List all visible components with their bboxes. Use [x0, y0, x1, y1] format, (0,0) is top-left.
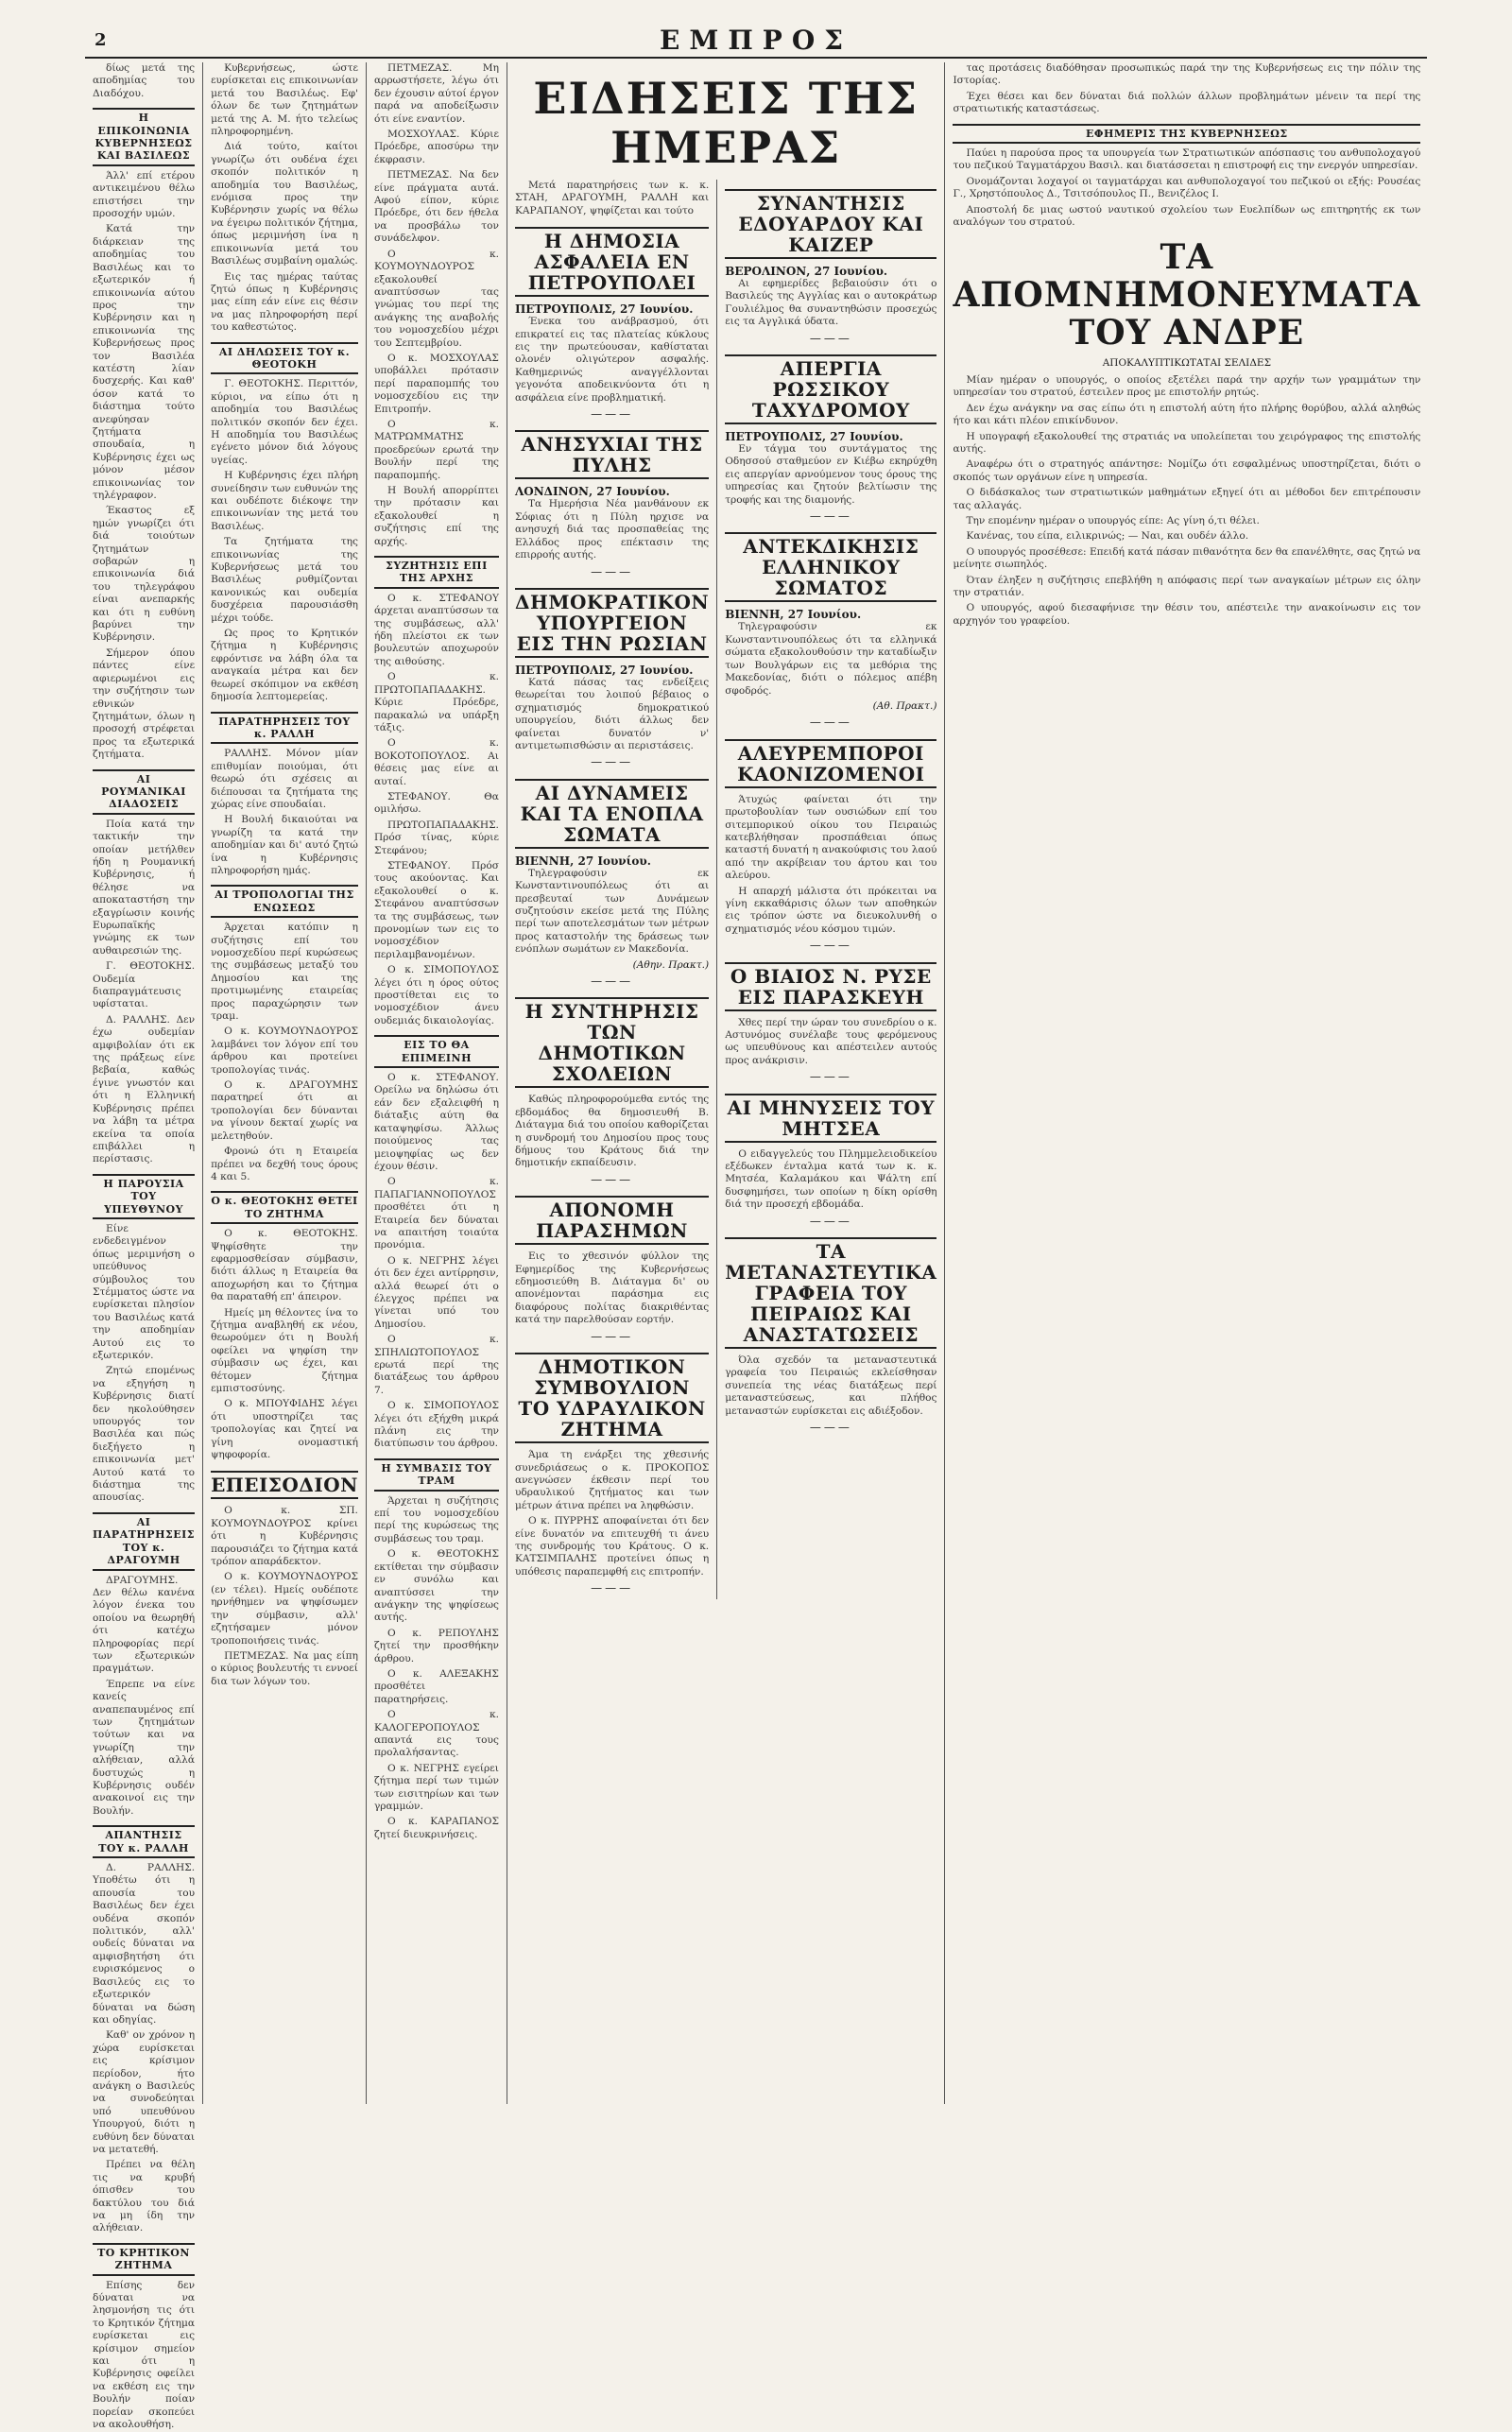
section-heading: Ο κ. ΘΕΟΤΟΚΗΣ ΘΕΤΕΙ ΤΟ ΖΗΤΗΜΑ: [211, 1191, 358, 1224]
news-heading: ΤΑ ΜΕΤΑΝΑΣΤΕΥΤΙΚΑ ΓΡΑΦΕΙΑ ΤΟΥ ΠΕΙΡΑΙΩΣ ΚΑΙ ΑΝΑΣΤΑΤΩΣΕΙΣ: [725, 1237, 936, 1349]
article-paragraph: Έπρεπε να είνε κανείς αναπεπαυμένος επί των ζητημάτων τούτων και να γνωρίζη την αλήθειαν, αλλά δυστυχώς η Κυβέρνησις ουδέν ανακοινοί εις την Βουλήν.: [93, 1678, 196, 1817]
news-heading: Η ΣΥΝΤΗΡΗΣΙΣ ΤΩΝ ΔΗΜΟΤΙΚΩΝ ΣΧΟΛΕΙΩΝ: [515, 997, 709, 1088]
article-paragraph: Ο υπουργός προσέθεσε: Επειδή κατά πάσαν πιθανότητα δεν θα επανέλθητε, σας ζητώ να μείνητε σιωπηλός.: [953, 545, 1421, 571]
section-divider: ———: [591, 1172, 634, 1186]
article-paragraph: Η Βουλή δικαιούται να γνωρίζη τα κατά την αποδημίαν και δι' αυτό ζητώ ίνα η Κυβέρνησις πληροφορήση ημάς.: [211, 814, 358, 876]
article-paragraph: Άρχεται κατόπιν η συζήτησις επί του νομοσχεδίου περί κυρώσεως της συμβάσεως μεταξύ του Δημοσίου και της προτιμωμένης εταιρείας προς παραχώρησιν των τραμ.: [211, 922, 358, 1023]
article-paragraph: ΣΤΕΦΑΝΟΥ. Πρόσ τους ακούοντας. Και εξακολουθεί ο κ. Στεφάνου αναπτύσσων τα της συμβάσεως, των προνομίων των εις το νομοσχέδιον περιλαμβανομένων.: [373, 859, 499, 960]
article-paragraph: Αποστολή δε μιας ωστού ναυτικού σχολείου των Ευελπίδων ως επιτηρητής εκ των αναλόγων του στρατού.: [953, 203, 1421, 229]
article-paragraph: Την επομένην ημέραν ο υπουργός είπε: Ας γίνη ό,τι θέλει.: [966, 514, 1260, 526]
article-paragraph: Έχει θέσει και δεν δύναται διά πολλών άλλων προβλημάτων μένειν τα περί της στρατιωτικής καταστάσεως.: [953, 90, 1421, 115]
section-heading: Η ΣΥΜΒΑΣΙΣ ΤΟΥ ΤΡΑΜ: [374, 1458, 499, 1492]
article-paragraph: Άρχεται η συζήτησις επί του νομοσχεδίου περί της κυρώσεως της συμβάσεως του τραμ.: [373, 1494, 499, 1544]
article-paragraph: Ο κ. ΚΟΥΜΟΥΝΔΟΥΡΟΣ λαμβάνει τον λόγον επί του άρθρου και προτείνει τροπολογίας τινάς.: [211, 1026, 358, 1076]
section-divider: ———: [591, 407, 634, 422]
news-dateline: ΛΟΝΔΙΝΟΝ, 27 Ιουνίου.: [514, 485, 670, 499]
news-right-column: [717, 180, 944, 1599]
article-paragraph: Σήμερον όπου πάντες είνε αφιερωμένοι εις την συζήτησιν των εθνικών ζητημάτων, όλων η προσοχή στρέφεται προς τα εξωτερικά ζητήματα.: [93, 647, 196, 761]
section-heading: ΑΠΑΝΤΗΣΙΣ ΤΟΥ κ. ΡΑΛΛΗ: [93, 1825, 195, 1858]
article-paragraph: Διά τούτο, καίτοι γνωρίζω ότι ουδένα έχει σκοπόν πολιτικόν η αποδημία του Βασιλέως, ενόμισα προς την Κυβέρνησιν χωρίς να θέλω να έγειρω πολιτικόν ζήτημα, όπως μεριμνήση ίνα η επικοινωνία μετά του Βασιλέως συμβαίνη ομαλώς.: [211, 141, 358, 267]
banner-lead: Μετά παρατηρήσεις των κ. κ. ΣΤΑΗ, ΔΡΑΓΟΥΜΗ, ΡΑΛΛΗ και ΚΑΡΑΠΑΝΟΥ, ψηφίζεται και τούτο: [514, 180, 710, 216]
section-subheading: ΑΠΟΚΑΛΥΠΤΙΚΩΤΑΤΑΙ ΣΕΛΙΔΕΣ: [1102, 357, 1271, 370]
article-paragraph: ΠΕΤΜΕΖΑΣ. Μη αρρωστήσετε, λέγω ότι δεν έχουσιν αύτοί έργον παρά να αποδείξωσιν ότι είνε εναντίον.: [373, 62, 499, 125]
article-paragraph: Αναφέρω ότι ο στρατηγός απάντησε: Νομίζω ότι εσφαλμένως υποστηρίζεται, διότι ο σκοπός των οργάνων είνε η υπηρεσία.: [953, 458, 1421, 483]
section-heading: Η ΠΑΡΟΥΣΙΑ ΤΟΥ ΥΠΕΥΘΥΝΟΥ: [93, 1174, 195, 1219]
article-paragraph: Έκαστος εξ ημών γνωρίζει ότι διά τοιούτων ζητημάτων σοβαρών η επικοινωνία διά του τηλεγράφου είναι ανεπαρκής και ότι η ευθύνη βαρύνει την Κυβέρνησιν.: [93, 505, 196, 644]
section-divider: ———: [809, 939, 852, 953]
section-heading: ΕΠΕΙΣΟΔΙΟΝ: [211, 1471, 358, 1499]
page-columns: [85, 62, 1427, 2431]
news-body: Αι εφημερίδες βεβαιούσιν ότι ο Βασιλεύς της Αγγλίας και ο αυτοκράτωρ Γουλιέλμος θα συναντηθώσιν προσεχώς εις τα Αγγλικά ύδατα.: [725, 278, 937, 328]
article-paragraph: Δεν έχω ανάγκην να σας είπω ότι η επιστολή αύτη ήτο πλήρης θορύβου, αλλά αληθώς ήτο και κάτι πλέον επικίνδυνον.: [953, 402, 1421, 427]
news-body: Ο ειδαγγελεύς του Πλημμελειοδικείου εξέδωκεν ένταλμα κατά των κ. κ. Μητσέα, Καλαμάκου και Ψάλτη επί δυσφημήσει, των οποίων η δίκη ορίσθη διά την προσεχή εβδομάδα.: [725, 1147, 937, 1211]
article-paragraph: Εις τας ημέρας ταύτας ζητώ όπως η Κυβέρνησις μας είπη εάν είνε εις θέσιν να μας πληροφορήση περί του καθεστώτος.: [211, 270, 358, 334]
article-paragraph: Κατά την διάρκειαν της αποδημίας του Βασιλέως και το εξωτερικόν ή επικοινωνία αύτου προς την Κυβέρνησιν και η επικοινωνία της Κυβερνήσεως προς τον Βασιλέα κατέστη λίαν δυσχερής. Και καθ' όσον κατά το διάστημα τούτο ανεφύησαν ζητήματα σπουδαία, η Κυβέρνησις έχει ως μόνον μέσον επικοινωνίας τον τηλέγραφον.: [93, 223, 196, 501]
article-paragraph: Άλλ' επί ετέρου αντικειμένου θέλω επιστήσει την προσοχήν υμών.: [93, 169, 196, 220]
section-divider: ———: [591, 755, 634, 769]
article-paragraph: Μίαν ημέραν ο υπουργός, ο οποίος εξετέλει παρά την αρχήν των γραμμάτων την υπηρεσίαν του στρατού, έστειλεν προς με επιστολήν ρητώς.: [953, 373, 1421, 399]
section-divider: ———: [809, 331, 852, 345]
article-paragraph: Κυβερνήσεως, ώστε ευρίσκεται εις επικοινωνίαν μετά του Βασιλέως. Εφ' όλων δε των ζητημάτων μετά της Α. Μ. ήτο τελείως πληροφορημένη.: [211, 62, 358, 138]
section-heading: ΣΥΖΗΤΗΣΙΣ ΕΠΙ ΤΗΣ ΑΡΧΗΣ: [374, 556, 499, 589]
article-paragraph: Ο κ. ΣΠ. ΚΟΥΜΟΥΝΔΟΥΡΟΣ κρίνει ότι η Κυβέρνησις παρουσιάζει το ζήτημα κατά τρόπον απαράδεκτον.: [211, 1505, 358, 1568]
news-body: Χθες περί την ώραν του συνεδρίου ο κ. Αστυνόμος συνέλαβε τους φερόμενους ως υπευθύνους και απέστειλεν αυτούς προς ανάκρισιν.: [725, 1016, 937, 1066]
article-paragraph: Ο κ. ΣΙΜΟΠΟΥΛΟΣ λέγει ότι εξήχθη μικρά πλάνη εις την διατύπωσιν του άρθρου.: [373, 1400, 499, 1450]
section-divider: ———: [591, 1581, 634, 1595]
news-body-extra: Η απαρχή μάλιστα ότι πρόκειται να γίνη εκκαθάρισις όλων των αποθηκών εις τρόπον ώστε να διευκολυνθή ο σχηματισμός νέου κόσμου τιμών.: [725, 885, 937, 935]
article-paragraph: Γ. ΘΕΟΤΟΚΗΣ. Περιττόν, κύριοι, να είπω ότι η αποδημία του Βασιλέως πολιτικόν σκοπόν δεν έχει. Η αποδημία του Βασιλέως εγένετο μόνον διά λόγους υγείας.: [211, 378, 358, 466]
news-body: Καθώς πληροφορούμεθα εντός της εβδομάδος θα δημοσιευθή Β. Διάταγμα διά του οποίου καθορίζεται η συνδρομή του Δημοσίου προς τους δήμους του Κράτους διά την δημοτικήν εκπαίδευσιν.: [514, 1094, 710, 1169]
article-paragraph: Ο κ. ΜΠΟΥΦΙΔΗΣ λέγει ότι υποστηρίζει τας τροπολογίας και ζητεί να γίνη ονομαστική ψηφοφορία.: [211, 1398, 358, 1461]
news-heading: ΑΠΕΡΓΙΑ ΡΩΣΣΙΚΟΥ ΤΑΧΥΔΡΟΜΟΥ: [725, 354, 936, 424]
article-paragraph: Ο κ. ΘΕΟΤΟΚΗΣ εκτίθεται την σύμβασιν εν συνόλω και αναπτύσσει την ανάγκην της ψηφίσεως αυτής.: [373, 1548, 499, 1624]
article-paragraph: Πρέπει να θέλη τις να κρυβή όπισθεν του δακτύλου του διά να μη ίδη την αλήθειαν.: [93, 2159, 196, 2234]
article-paragraph: Ο κ. ΝΕΓΡΗΣ λέγει ότι δεν έχει αντίρρησιν, αλλά θεωρεί ότι ο έλεγχος πρέπει να γίνεται υπό του Δημοσίου.: [373, 1254, 499, 1330]
article-paragraph: Τα ζητήματα της επικοινωνίας της Κυβερνήσεως μετά του Βασιλέως ρυθμίζονται κανονικώς και ουδεμία δυσχέρεια παρουσιάσθη μέχρι τούδε.: [211, 536, 358, 624]
article-paragraph: Ως προς το Κρητικόν ζήτημα η Κυβέρνησις εφρόντισε να λάβη όλα τα αναγκαία μέτρα και δεν θεωρεί σκόπιμον να εκθέση δημοσία λεπτομερείας.: [211, 628, 358, 703]
news-heading: Η ΔΗΜΟΣΙΑ ΑΣΦΑΛΕΙΑ ΕΝ ΠΕΤΡΟΥΠΟΛΕΙ: [515, 227, 709, 297]
article-paragraph: Γ. ΘΕΟΤΟΚΗΣ. Ουδεμία διαπραγμάτευσις υφίσταται.: [93, 960, 196, 1010]
section-divider: ———: [809, 716, 852, 730]
article-paragraph: Ο κ. ΠΡΩΤΟΠΑΠΑΔΑΚΗΣ. Κύριε Πρόεδρε, παρακαλώ να υπάρξη τάξις.: [373, 671, 499, 733]
news-source: (Αθ. Πρακτ.): [872, 699, 937, 712]
news-heading: ΑΝΗΣΥΧΙΑΙ ΤΗΣ ΠΥΛΗΣ: [515, 430, 709, 479]
article-paragraph: Η υπογραφή εξακολουθεί της στρατιάς να υπολείπεται του χειρόγραφος της επιστολής αυτής.: [953, 430, 1421, 455]
news-body: Εν τάγμα του συντάγματος της Οδησσού σταθμεύον εν Κιέβω εκηρύχθη εις απεργίαν αρνούμενον τους όρους της υπηρεσίας και ζητούν βελτίωσιν της τροφής και της διαμονής.: [725, 443, 937, 506]
news-heading: ΔΗΜΟΚΡΑΤΙΚΟΝ ΥΠΟΥΡΓΕΙΟΝ ΕΙΣ ΤΗΝ ΡΩΣΙΑΝ: [515, 588, 709, 658]
article-paragraph: Ποία κατά την τακτικήν την οποίαν μετήλθεν ήδη η Ρουμανική Κυβέρνησις, ή θέλησε να αποκαταστήση την εξαγρίωσιν κοινής Ευρωπαϊκής γνώμης εκ των αυθαιρεσιών της.: [93, 818, 196, 957]
section-heading: ΠΑΡΑΤΗΡΗΣΕΙΣ ΤΟΥ κ. ΡΑΛΛΗ: [211, 712, 358, 745]
article-paragraph: Ο κ. ΜΟΣΧΟΥΛΑΣ υποβάλλει πρότασιν περί παραπομπής του νομοσχεδίου εις την Επιτροπήν.: [373, 352, 499, 415]
news-heading: ΣΥΝΑΝΤΗΣΙΣ ΕΔΟΥΑΡΔΟΥ ΚΑΙ ΚΑΙΖΕΡ: [725, 189, 936, 259]
article-paragraph: Ο υπουργός, αφού διεσαφήνισε την θέσιν του, απέστειλε την ανακοίνωσιν εις τον αρχηγόν του γραφείου.: [953, 602, 1421, 627]
article-paragraph: Ο κ. ΑΛΕΞΑΚΗΣ προσθέτει παρατηρήσεις.: [373, 1667, 499, 1705]
article-paragraph: δίως μετά της αποδημίας του Διαδόχου.: [93, 62, 196, 99]
article-paragraph: Η Βουλή απορρίπτει την πρότασιν και εξακολουθεί η συζήτησις επί της αρχής.: [373, 485, 499, 547]
column-3: [367, 62, 507, 2104]
news-dateline: ΒΙΕΝΝΗ, 27 Ιουνίου.: [725, 608, 862, 622]
article-paragraph: Ονομάζονται λοχαγοί οι ταγματάρχαι και ανθυπολοχαγοί του πεζικού οι εξής: Ρουσέας Γ., Χρηστόπουλος Δ., Τσιτσόπουλος Π., Βενιζέλος Ι.: [953, 175, 1421, 200]
section-divider: ———: [591, 564, 634, 578]
article-paragraph: Ο κ. ΚΑΡΑΠΑΝΟΣ ζητεί διευκρινήσεις.: [373, 1816, 499, 1840]
article-paragraph: Ημείς μη θέλοντες ίνα το ζήτημα αναβληθή εκ νέου, θεωρούμεν ότι η Βουλή οφείλει να ψηφίση την σύμβασιν ως έχει, και θέτομεν ζήτημα εμπιστοσύνης.: [211, 1306, 358, 1394]
news-source: (Αθην. Πρακτ.): [632, 958, 710, 971]
news-body: Όλα σχεδόν τα μεταναστευτικά γραφεία του Πειραιώς εκλείσθησαν συνεπεία της νέας διατάξεως περί μεταναστεύσεως, και πλήθος μεταναστών ευρίσκεται εις αδιέξοδον.: [725, 1354, 937, 1417]
article-paragraph: Φρονώ ότι η Εταιρεία πρέπει να δεχθή τους όρους 4 και 5.: [211, 1146, 358, 1182]
news-body: Ένεκα του ανάβρασμού, ότι επικρατεί εις τας πλατείας κύκλους εις την πρωτεύουσαν, καθίσταται ολονέν ολιγώτερον ασφαλής. Καθημερινώς αναγγέλλονται γεγονότα αποδεικνύοντα ότι η ασφάλεια είνε προβληματική.: [514, 316, 710, 404]
masthead: [85, 25, 1427, 59]
section-heading: ΑΙ ΡΟΥΜΑΝΙΚΑΙ ΔΙΑΔΟΣΕΙΣ: [93, 769, 195, 815]
article-paragraph: Ο κ. ΚΑΛΟΓΕΡΟΠΟΥΛΟΣ απαντά εις τους προλαλήσαντας.: [373, 1709, 499, 1759]
news-body: Κατά πάσας τας ενδείξεις θεωρείται του λοιπού βέβαιος ο σχηματισμός δημοκρατικού υπουργείου, διότι άλλως δεν φαίνεται δυνατόν ν' αντιμετωπισθώσιν αι περιστάσεις.: [514, 676, 710, 751]
article-paragraph: Καθ' ον χρόνον η χώρα ευρίσκεται εις κρίσιμον περίοδον, ήτο ανάγκη ο Βασιλεύς να συνοδεύηται υπό υπευθύνου Υπουργού, διότι η ευθύνη δεν δύναται να μετατεθή.: [93, 2029, 196, 2155]
section-heading: ΤΑ ΑΠΟΜΝΗΜΟΝΕΥΜΑΤΑ ΤΟΥ ΑΝΔΡΕ: [953, 237, 1421, 354]
section-heading: ΕΙΣ ΤΟ ΘΑ ΕΠΙΜΕΙΝΗ: [374, 1035, 499, 1068]
article-paragraph: Είνε ενδεδειγμένον όπως μεριμνήση ο υπεύθυνος σύμβουλος του Στέμματος ώστε να ευρίσκεται πλησίον του Βασιλέως κατά την αποδημίαν Αυτού εις το εξωτερικόν.: [93, 1222, 196, 1361]
article-paragraph: ΣΤΕΦΑΝΟΥ. Θα ομιλήσω.: [373, 790, 499, 816]
news-body-extra: Ο κ. ΠΥΡΡΗΣ αποφαίνεται ότι δεν είνε δυνατόν να επιτευχθή τι άνευ της συνδρομής του Κράτους. Ο κ. ΚΑΤΣΙΜΠΑΛΗΣ προτείνει όπως η υπόθεσις παραπεμφθή εις επιτροπήν.: [514, 1515, 710, 1578]
section-heading: ΤΟ ΚΡΗΤΙΚΟΝ ΖΗΤΗΜΑ: [93, 2243, 195, 2276]
news-body: Άτυχώς φαίνεται ότι την πρωτοβουλίαν των ουσιώδων επί του σιτεμπορικού οίκου του Πειραιώς κατεβλήθησαν προσπάθειαι όπως καταστή δυνατή η ανακούφισις του λαού από την ακρίβειαν του άρτου και του αλεύρου.: [725, 793, 937, 882]
article-paragraph: Ο διδάσκαλος των στρατιωτικών μαθημάτων εξηγεί ότι αι μέθοδοι δεν επιτρέπουσιν τας αλλαγάς.: [953, 487, 1421, 511]
article-paragraph: Παύει η παρούσα προς τα υπουργεία των Στρατιωτικών απόσπασις του ανθυπολοχαγού του πεζικού Ταγματάρχου Βασιλ. και διατάσσεται η επιστροφή εις την ενεργόν υπηρεσίαν.: [953, 147, 1421, 172]
article-paragraph: τας προτάσεις διαδόθησαν προσωπικώς παρά την της Κυβερνήσεως εις την πόλιν της Ιστορίας.: [953, 62, 1421, 87]
section-heading: ΑΙ ΠΑΡΑΤΗΡΗΣΕΙΣ ΤΟΥ κ. ΔΡΑΓΟΥΜΗ: [93, 1512, 195, 1571]
news-banner-title: ΕΙΔΗΣΕΙΣ ΤΗΣ ΗΜΕΡΑΣ: [533, 73, 919, 173]
column-news: [507, 62, 946, 2104]
news-heading: ΑΙ ΜΗΝΥΣΕΙΣ ΤΟΥ ΜΗΤΣΕΑ: [725, 1094, 936, 1143]
news-dateline: ΠΕΤΡΟΥΠΟΛΙΣ, 27 Ιουνίου.: [514, 663, 694, 677]
article-paragraph: Ο κ. ΣΠΗΛΙΩΤΟΠΟΥΛΟΣ ερωτά περί της διατάξεως του άρθρου 7.: [373, 1334, 499, 1396]
article-paragraph: Δ. ΡΑΛΛΗΣ. Δεν έχω ουδεμίαν αμφιβολίαν ότι εκ της πράξεως είνε βεβαία, καθώς έγινε γνωστόν και ότι η Ελληνική Κυβέρνησις πρέπει να λάβη τα μέτρα εκείνα τα οποία επιβάλλει η περίστασις.: [93, 1013, 196, 1165]
news-heading: ΑΝΤΕΚΔΙΚΗΣΙΣ ΕΛΛΗΝΙΚΟΥ ΣΩΜΑΤΟΣ: [725, 532, 936, 602]
article-paragraph: Ο κ. ΝΕΓΡΗΣ εγείρει ζήτημα περί των τιμών των εισιτηρίων και των γραμμών.: [373, 1762, 499, 1812]
article-paragraph: Ζητώ επομένως να εξηγήση η Κυβέρνησις διατί δεν ηκολούθησεν υπουργός τον Βασιλέα και πώς διεξήγετο η επικοινωνία μετ' Αυτού κατά το διάστημα της απουσίας.: [93, 1365, 196, 1504]
article-paragraph: Κανένας, του είπα, ειλικρινώς; — Ναι, και ουδέν άλλο.: [966, 530, 1249, 543]
article-paragraph: Ο κ. ΘΕΟΤΟΚΗΣ. Ψηφίσθητε την εφαρμοσθείσαν σύμβασιν, διότι άλλως η Εταιρεία θα αποχωρήση και το ζήτημα θα παραταθή επ' άπειρον.: [211, 1228, 358, 1303]
page-number: 2: [94, 30, 107, 50]
news-body: Άμα τη ενάρξει της χθεσινής συνεδριάσεως ο κ. ΠΡΟΚΟΠΟΣ ανεγνώσεν έκθεσιν περί του υδραυλικού ζητήματος και των μέτρων άτινα πρέπει να ληφθώσιν.: [514, 1449, 710, 1511]
section-divider: ———: [809, 1421, 852, 1435]
news-dateline: ΒΕΡΟΛΙΝΟΝ, 27 Ιουνίου.: [725, 265, 888, 278]
article-paragraph: Ο κ. ΣΙΜΟΠΟΥΛΟΣ λέγει ότι η όρος ούτος προστίθεται εις το νομοσχέδιον άνευ ουδεμιάς δικαιολογίας.: [373, 964, 499, 1026]
article-paragraph: ΠΕΤΜΕΖΑΣ. Να μας είπη ο κύριος βουλευτής τι εννοεί δια των λόγων του.: [211, 1649, 358, 1687]
column-1: [85, 62, 203, 2431]
news-body: Τηλεγραφούσιν εκ Κωνσταντινουπόλεως ότι τα ελληνικά σώματα εξακολουθούσιν την καταδίωξιν των Βουλγάρων εις τα μεθόρια της Μακεδονίας, διότι ο πόλεμος απέβη σφοδρός.: [725, 621, 937, 697]
column-6: [945, 62, 1428, 2104]
article-paragraph: ΠΕΤΜΕΖΑΣ. Να δεν είνε πράγματα αυτά. Αφού είπον, κύριε Πρόεδρε, ότι δεν ήθελα να προσβάλω τον συνάδελφον.: [373, 169, 499, 245]
news-dateline: ΠΕΤΡΟΥΠΟΛΙΣ, 27 Ιουνίου.: [725, 430, 903, 444]
article-paragraph: Ο κ. ΔΡΑΓΟΥΜΗΣ παρατηρεί ότι αι τροπολογίαι δεν δύνανται να γίνουν δεκταί χωρίς να μελετηθούν.: [211, 1079, 358, 1142]
news-dateline: ΒΙΕΝΝΗ, 27 Ιουνίου.: [514, 854, 651, 868]
section-heading: ΑΙ ΤΡΟΠΟΛΟΓΙΑΙ ΤΗΣ ΕΝΩΣΕΩΣ: [211, 885, 358, 918]
newspaper-title: ΕΜΠΡΟΣ: [659, 25, 853, 56]
section-heading: Η ΕΠΙΚΟΙΝΩΝΙΑ ΚΥΒΕΡΝΗΣΕΩΣ ΚΑΙ ΒΑΣΙΛΕΩΣ: [93, 108, 195, 166]
section-divider: ———: [809, 509, 852, 524]
article-paragraph: Ο κ. ΣΤΕΦΑΝΟΥ. Ορείλω να δηλώσω ότι εάν δεν εξαλειφθή η διάταξις αύτη θα καταψηφίσω. Άλλως ποιούμενος τας μειοψηφίας ως δεν έχουν θέσιν.: [373, 1072, 499, 1172]
section-divider: ———: [809, 1070, 852, 1084]
article-paragraph: ΜΟΣΧΟΥΛΑΣ. Κύριε Πρόεδρε, αποσύρω την έκφρασιν.: [373, 129, 499, 165]
news-left-column: [507, 180, 717, 1599]
section-divider: ———: [591, 975, 634, 988]
article-paragraph: Ο κ. ΚΟΥΜΟΥΝΔΟΥΡΟΣ (εν τέλει). Ημείς ουδέποτε ηρνήθημεν να ψηφίσωμεν την σύμβασιν, αλλ' εζητήσαμεν μόνον τροποποιήσεις τινάς.: [211, 1571, 358, 1647]
article-paragraph: ΔΡΑΓΟΥΜΗΣ. Δεν θέλω κανένα λόγον ένεκα του οποίου να θεωρηθή ότι κατέχω πληροφορίας περί των εξωτερικών πραγμάτων.: [93, 1574, 196, 1675]
article-paragraph: Επίσης δεν δύναται να λησμονήση τις ότι το Κρητικόν ζήτημα ευρίσκεται εις κρίσιμον σημείον και ότι η Κυβέρνησις οφείλει να εκθέση εις την Βουλήν ποίαν πορείαν σκοπεύει να ακολουθήση.: [93, 2279, 196, 2431]
section-divider: ———: [591, 1329, 634, 1343]
news-heading: ΑΠΟΝΟΜΗ ΠΑΡΑΣΗΜΩΝ: [515, 1196, 709, 1245]
section-divider: ———: [809, 1214, 852, 1228]
article-paragraph: Ο κ. ΚΟΥΜΟΥΝΔΟΥΡΟΣ εξακολουθεί αναπτύσσων τας γνώμας του περί της ανάγκης της αναβολής του νομοσχεδίου μέχρι του Σεπτεμβρίου.: [373, 248, 499, 349]
article-paragraph: Ο κ. ΡΕΠΟΥΛΗΣ ζητεί την προσθήκην άρθρου.: [373, 1627, 499, 1664]
section-heading: ΕΦΗΜΕΡΙΣ ΤΗΣ ΚΥΒΕΡΝΗΣΕΩΣ: [953, 124, 1420, 144]
section-heading: ΑΙ ΔΗΛΩΣΕΙΣ ΤΟΥ κ. ΘΕΟΤΟΚΗ: [211, 342, 358, 375]
article-paragraph: ΡΑΛΛΗΣ. Μόνον μίαν επιθυμίαν ποιούμαι, ότι θεωρώ ότι σχέσεις αι διέπουσαι τα ζητήματα της χώρας είνε σπουδαίαι.: [211, 748, 358, 810]
column-2: [203, 62, 367, 2104]
article-paragraph: ΠΡΩΤΟΠΑΠΑΔΑΚΗΣ. Πρόσ τίνας, κύριε Στεφάνου;: [373, 819, 499, 856]
article-paragraph: Ο κ. ΣΤΕΦΑΝΟΥ άρχεται αναπτύσσων τα της συμβάσεως, αλλ' ήδη πλείστοι εκ των βουλευτών αποχωρούν της αιθούσης.: [373, 592, 499, 667]
news-heading: ΑΙ ΔΥΝΑΜΕΙΣ ΚΑΙ ΤΑ ΕΝΟΠΛΑ ΣΩΜΑΤΑ: [515, 779, 709, 849]
news-body: Εις το χθεσινόν φύλλον της Εφημερίδος της Κυβερνήσεως εδημοσιεύθη Β. Διάταγμα δι' ου απονέμονται παράσημα εις διαφόρους πολίτας διακριθέντας κατά την παρελθούσαν εορτήν.: [514, 1250, 710, 1326]
news-body: Τα Ημερήσια Νέα μανθάνουν εκ Σόφιας ότι η Πύλη ηρχισε να ανησυχή διά τας προσπαθείας της Ελλάδος προς επέκτασιν της επιρροής αυτής.: [514, 498, 710, 561]
article-paragraph: Δ. ΡΑΛΛΗΣ. Υποθέτω ότι η απουσία του Βασιλέως δεν έχει ουδένα σκοπόν πολιτικόν, αλλ' ουδείς δύναται να αμφισβητήση ότι ευρισκόμενος ο Βασιλεύς εις το εξωτερικόν δύναται να δώση και οδηγίας.: [93, 1862, 196, 2026]
news-heading: Ο ΒΙΑΙΟΣ Ν. ΡΥΣΕ ΕΙΣ ΠΑΡΑΣΚΕΥΗ: [725, 962, 936, 1011]
article-paragraph: Η Κυβέρνησις έχει πλήρη συνείδησιν των ευθυνών της και ουδέποτε διέκοψε την επικοινωνίαν της μετά του Βασιλέως.: [211, 470, 358, 532]
article-paragraph: Όταν έληξεν η συζήτησις επεβλήθη η απόφασις περί των αναγκαίων μέτρων εις όλην την στρατιάν.: [953, 574, 1421, 598]
article-paragraph: Ο κ. ΠΑΠΑΓΙΑΝΝΟΠΟΥΛΟΣ προσθέτει ότι η Εταιρεία δεν δύναται να απαιτήση τοιαύτα προνόμια.: [373, 1176, 499, 1251]
news-heading: ΔΗΜΟΤΙΚΟΝ ΣΥΜΒΟΥΛΙΟΝ ΤΟ ΥΔΡΑΥΛΙΚΟΝ ΖΗΤΗΜΑ: [515, 1353, 709, 1443]
article-paragraph: Ο κ. ΒΟΚΟΤΟΠΟΥΛΟΣ. Αι θέσεις μας είνε αι αυταί.: [373, 737, 499, 787]
article-paragraph: Ο κ. ΜΑΤΡΩΜΜΑΤΗΣ προεδρεύων ερωτά την Βουλήν περί της παραπομπής.: [373, 418, 499, 481]
news-body: Τηλεγραφούσιν εκ Κωνσταντινουπόλεως ότι αι πρεσβευταί των Δυνάμεων συζητούσιν εκείσε μετά της Πύλης περί των αποτελεσμάτων των μέτρων προς καταστολήν της δράσεως των ενόπλων σωμάτων εν Μακεδονία.: [514, 867, 710, 956]
news-dateline: ΠΕΤΡΟΥΠΟΛΙΣ, 27 Ιουνίου.: [514, 302, 694, 317]
news-heading: ΑΛΕΥΡΕΜΠΟΡΟΙ ΚΑΟΝΙΖΟΜΕΝΟΙ: [725, 739, 936, 788]
